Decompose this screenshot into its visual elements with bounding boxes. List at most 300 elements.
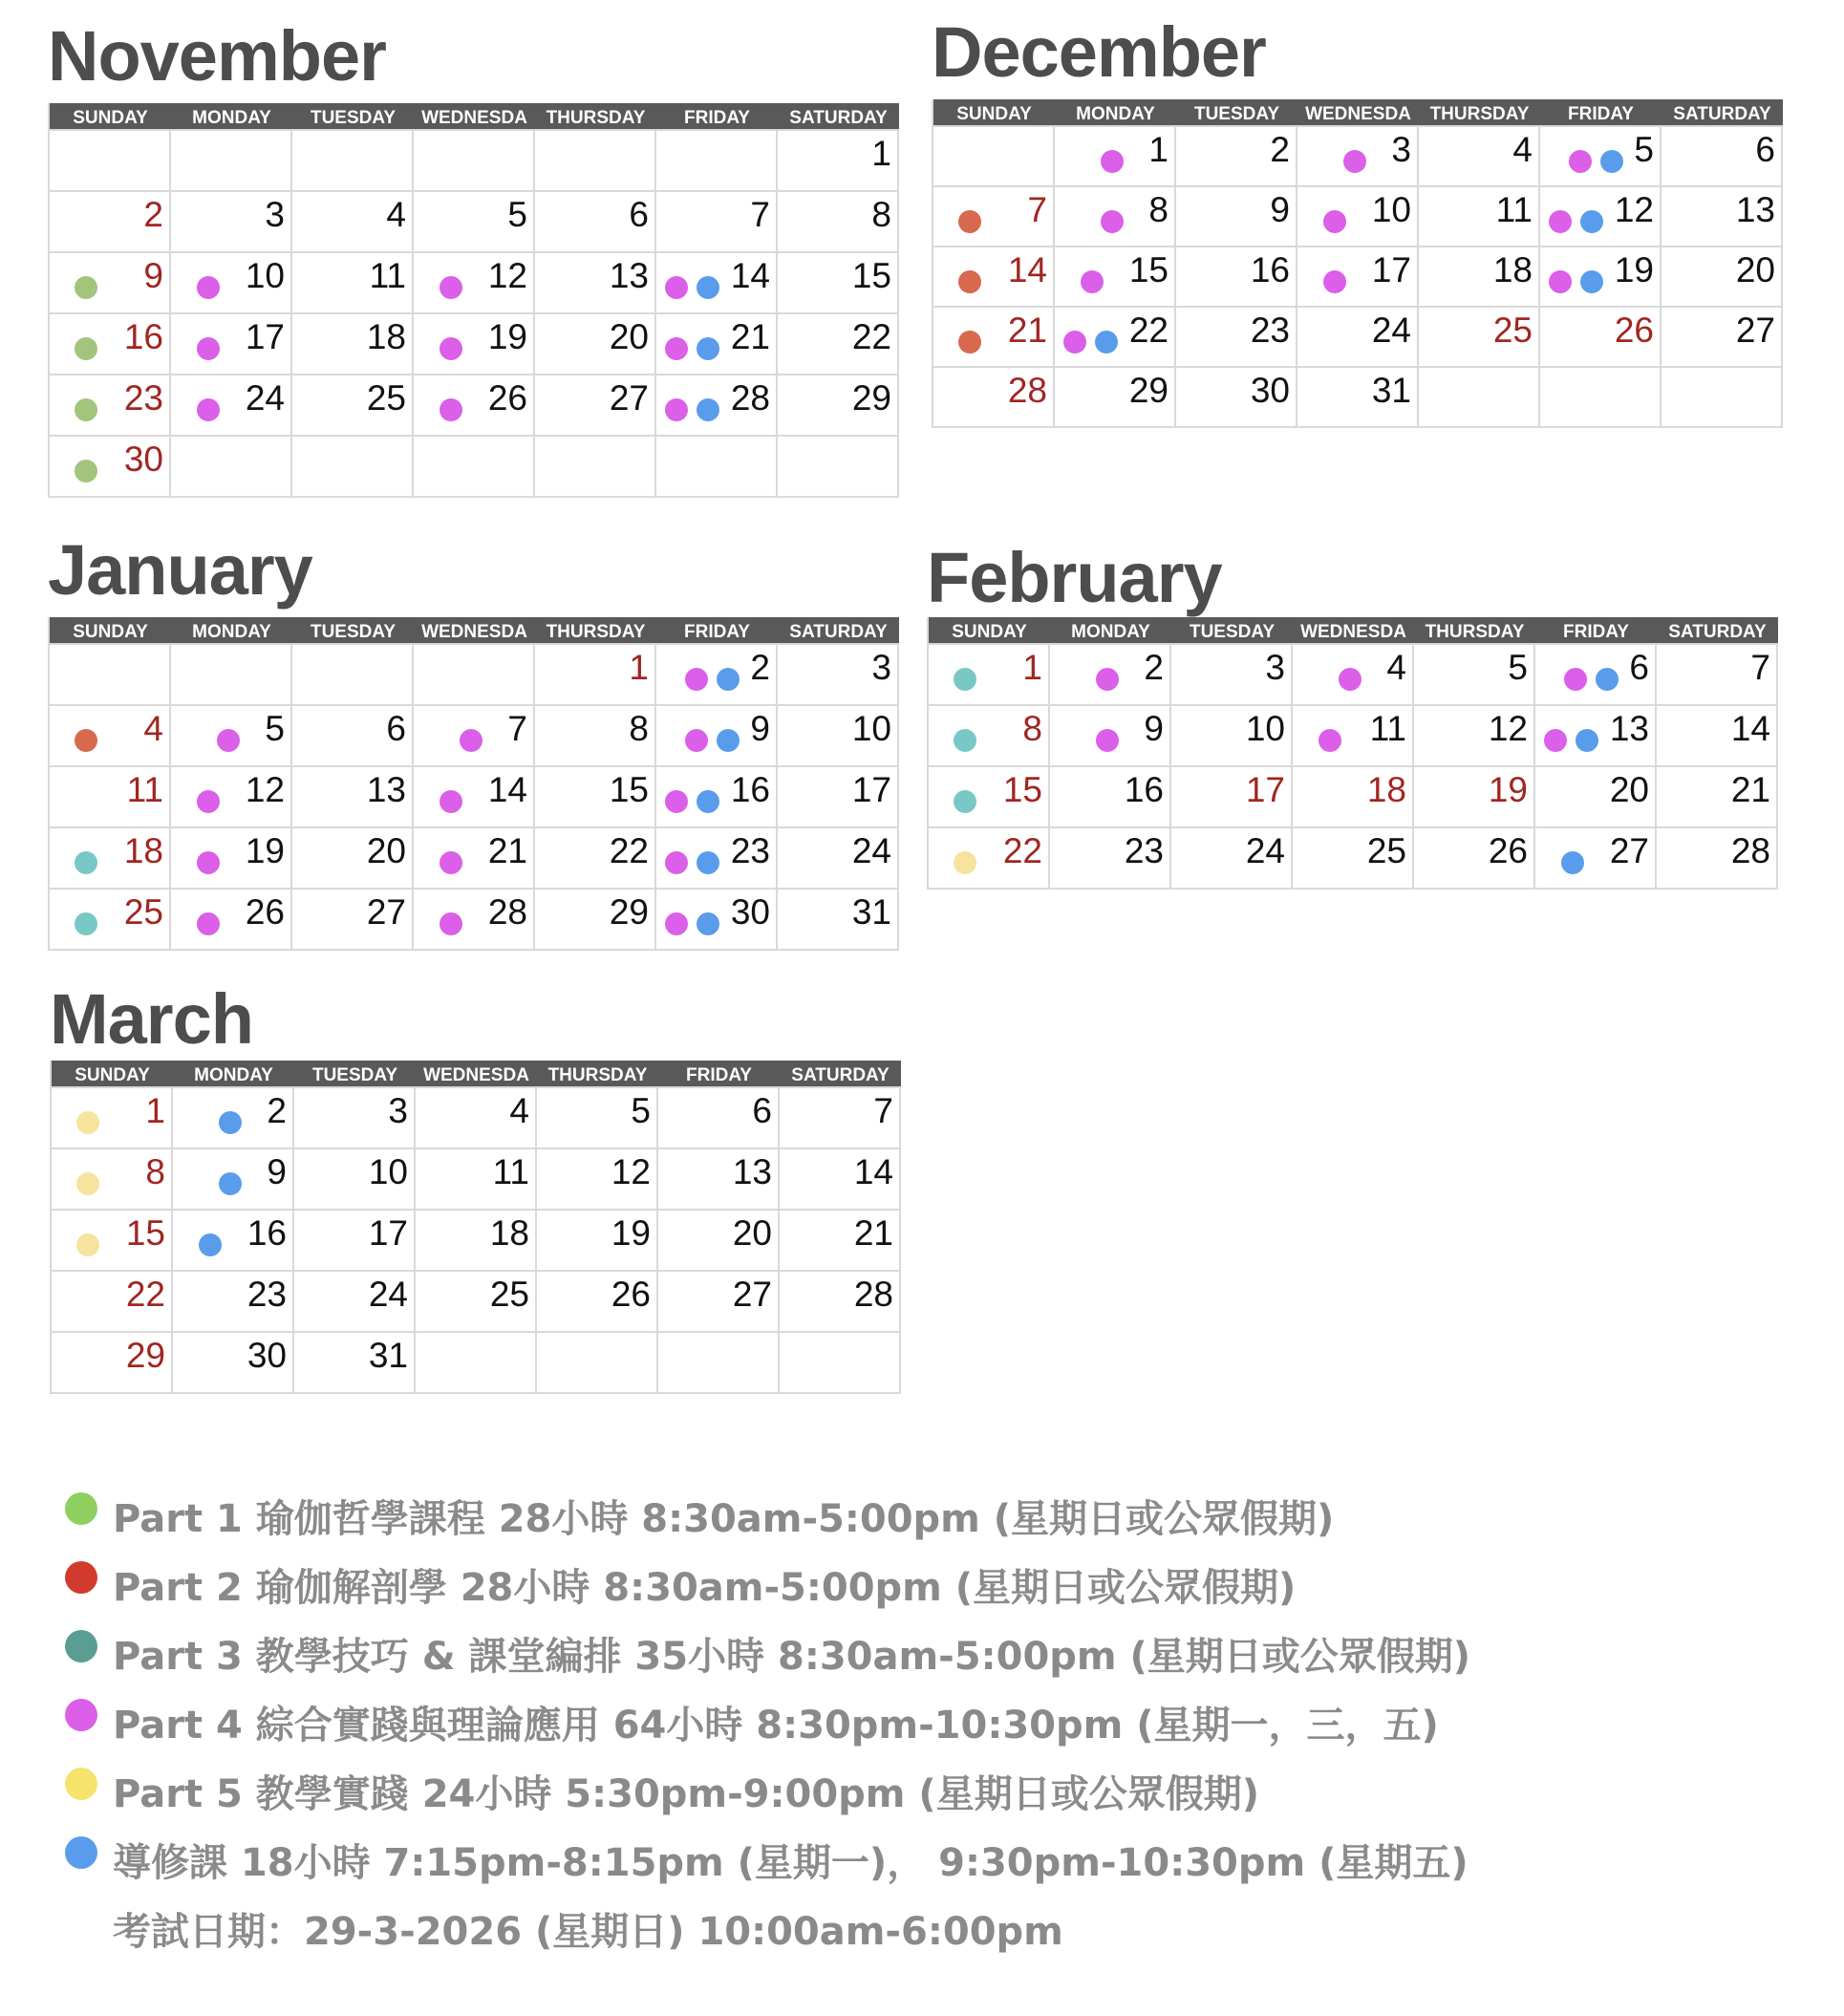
day-number: 22 [1128, 311, 1169, 350]
day-cell [1657, 826, 1778, 888]
day-cell [52, 1086, 173, 1147]
day-number: 6 [752, 1091, 772, 1130]
blue-dot-icon [1596, 668, 1619, 691]
day-cell [656, 826, 778, 888]
day-number: 2 [1144, 648, 1164, 687]
day-cell [1171, 704, 1293, 765]
day-cell [414, 826, 535, 888]
day-number: 24 [851, 831, 891, 870]
day-number: 4 [1512, 130, 1533, 169]
day-cell [537, 1209, 658, 1270]
weekday-label: MONDAY [192, 108, 271, 128]
weekday-label: SATURDAY [1668, 622, 1767, 642]
day-cell [933, 366, 1055, 426]
pink-dot-icon [665, 276, 688, 299]
day-cell [1540, 306, 1662, 366]
day-cell [173, 1147, 294, 1209]
day-cell [1055, 125, 1176, 185]
day-number: 14 [853, 1152, 893, 1191]
day-cell [929, 765, 1050, 826]
day-number: 14 [1730, 709, 1770, 748]
day-cell [52, 1270, 173, 1331]
day-cell [1297, 185, 1419, 246]
blue-dot-icon [717, 668, 740, 691]
weekday-label: WEDNESDA [1300, 622, 1406, 642]
day-cell [50, 826, 171, 888]
pink-dot-icon [665, 912, 688, 935]
day-number: 21 [1730, 770, 1770, 809]
day-number: 2 [750, 648, 770, 687]
day-number: 25 [1492, 311, 1533, 350]
day-number: 4 [143, 709, 163, 748]
day-number: 25 [489, 1275, 529, 1314]
day-cell [416, 1147, 537, 1209]
pink-dot-icon [197, 398, 220, 421]
blue-dot-icon [1561, 851, 1584, 874]
day-cell [1171, 643, 1293, 704]
teal-dot-icon [75, 912, 97, 935]
day-cell [292, 312, 414, 374]
day-cell [52, 1331, 173, 1392]
day-cell [50, 374, 171, 435]
day-number: 7 [1027, 190, 1047, 229]
yellow-dot-icon [76, 1172, 99, 1195]
pink-dot-icon [1323, 270, 1346, 293]
weekday-label: FRIDAY [684, 108, 750, 128]
day-cell [929, 704, 1050, 765]
day-number: 26 [611, 1275, 651, 1314]
day-number: 18 [489, 1213, 529, 1253]
weekday-header [50, 617, 899, 643]
day-cell [1419, 306, 1540, 366]
day-number: 9 [1270, 190, 1290, 229]
pink-dot-icon [665, 851, 688, 874]
weekday-label: FRIDAY [1568, 104, 1634, 124]
day-cell [292, 251, 414, 312]
day-cell [780, 1086, 901, 1147]
blue-dot-icon [1576, 729, 1598, 752]
day-number: 17 [851, 770, 891, 809]
empty-cell [50, 129, 171, 190]
day-cell [1050, 765, 1171, 826]
blue-dot-icon [219, 1172, 242, 1195]
pink-dot-icon [440, 851, 462, 874]
day-cell [658, 1147, 780, 1209]
weekday-label: THURSDAY [547, 1065, 648, 1085]
weekday-header [933, 99, 1783, 125]
day-cell [1540, 185, 1662, 246]
day-number: 4 [509, 1091, 529, 1130]
empty-cell [50, 643, 171, 704]
empty-cell [933, 125, 1055, 185]
empty-cell [416, 1331, 537, 1392]
day-number: 1 [1148, 130, 1169, 169]
pink-dot-icon [197, 912, 220, 935]
day-number: 16 [730, 770, 770, 809]
day-number: 13 [732, 1152, 772, 1191]
weekday-label: WEDNESDA [421, 108, 527, 128]
day-number: 21 [487, 831, 527, 870]
month-title: January [48, 530, 312, 610]
pink-dot-icon [440, 276, 462, 299]
day-number: 8 [1022, 709, 1042, 748]
teal-dot-icon [954, 729, 976, 752]
day-cell [535, 643, 656, 704]
pink-dot-icon [1339, 668, 1362, 691]
day-cell [535, 374, 656, 435]
day-cell [656, 888, 778, 949]
day-cell [414, 251, 535, 312]
day-cell [778, 765, 899, 826]
empty-cell [414, 435, 535, 496]
day-number: 17 [1245, 770, 1285, 809]
blue-dot-icon [697, 276, 719, 299]
day-cell [1657, 643, 1778, 704]
legend-dot-icon [65, 1836, 97, 1869]
pink-dot-icon [1323, 210, 1346, 233]
day-cell [1171, 765, 1293, 826]
day-cell [778, 826, 899, 888]
day-cell [171, 888, 292, 949]
day-number: 15 [1002, 770, 1042, 809]
day-cell [171, 826, 292, 888]
empty-cell [1419, 366, 1540, 426]
day-cell [656, 765, 778, 826]
day-cell [537, 1147, 658, 1209]
day-number: 15 [1128, 250, 1169, 290]
day-cell [416, 1086, 537, 1147]
day-cell [1540, 246, 1662, 306]
day-number: 13 [1609, 709, 1649, 748]
day-cell [1297, 246, 1419, 306]
day-number: 1 [871, 134, 891, 173]
day-number: 9 [267, 1152, 287, 1191]
day-number: 16 [1250, 250, 1290, 290]
day-number: 17 [245, 317, 285, 356]
weekday-label: WEDNESDA [421, 622, 527, 642]
blue-dot-icon [697, 337, 719, 360]
day-cell [656, 704, 778, 765]
empty-cell [778, 435, 899, 496]
empty-cell [656, 435, 778, 496]
day-cell [933, 306, 1055, 366]
day-number: 3 [871, 648, 891, 687]
day-cell [171, 312, 292, 374]
day-cell [778, 643, 899, 704]
pink-dot-icon [1549, 210, 1572, 233]
weekday-label: SUNDAY [73, 108, 148, 128]
day-cell [658, 1086, 780, 1147]
weekday-header [52, 1061, 901, 1086]
day-cell [171, 704, 292, 765]
day-number: 23 [123, 378, 163, 418]
month-title: November [48, 16, 386, 96]
weekday-header [929, 617, 1778, 643]
weekday-label: THURSDAY [546, 622, 646, 642]
legend-text: Part 3 教學技巧 & 課堂編排 35小時 8:30am-5:00pm (星期日或公眾假期) [113, 1635, 1471, 1679]
day-number: 25 [123, 892, 163, 932]
day-cell [535, 190, 656, 251]
day-cell [1176, 306, 1297, 366]
day-number: 31 [851, 892, 891, 932]
teal-dot-icon [954, 790, 976, 813]
day-cell [50, 888, 171, 949]
day-cell [171, 765, 292, 826]
day-cell [933, 185, 1055, 246]
day-cell [414, 374, 535, 435]
day-cell [537, 1270, 658, 1331]
day-number: 30 [1250, 371, 1290, 410]
day-number: 26 [1614, 311, 1654, 350]
day-number: 5 [265, 709, 285, 748]
day-cell [778, 312, 899, 374]
day-number: 16 [1124, 770, 1164, 809]
day-cell [292, 826, 414, 888]
day-cell [294, 1270, 416, 1331]
day-number: 10 [1371, 190, 1411, 229]
day-number: 18 [1366, 770, 1406, 809]
day-number: 6 [386, 709, 406, 748]
day-cell [50, 435, 171, 496]
weekday-label: SATURDAY [789, 108, 888, 128]
day-cell [1535, 643, 1657, 704]
day-cell [535, 888, 656, 949]
day-number: 6 [629, 195, 649, 234]
day-number: 22 [1002, 831, 1042, 870]
month-title: February [927, 538, 1222, 617]
yellow-dot-icon [954, 851, 976, 874]
day-number: 29 [125, 1336, 165, 1375]
day-number: 15 [609, 770, 649, 809]
day-cell [294, 1331, 416, 1392]
day-cell [537, 1086, 658, 1147]
weekday-label: SUNDAY [952, 622, 1027, 642]
yellow-dot-icon [76, 1233, 99, 1256]
legend-dot-icon [65, 1768, 97, 1800]
teal-dot-icon [75, 851, 97, 874]
day-cell [656, 374, 778, 435]
day-number: 17 [368, 1213, 408, 1253]
orange-dot-icon [958, 331, 981, 354]
day-cell [1657, 765, 1778, 826]
empty-cell [414, 643, 535, 704]
day-cell [1414, 826, 1535, 888]
pink-dot-icon [1564, 668, 1587, 691]
day-number: 12 [1614, 190, 1654, 229]
day-number: 21 [853, 1213, 893, 1253]
day-cell [173, 1270, 294, 1331]
day-number: 9 [750, 709, 770, 748]
pink-dot-icon [685, 668, 708, 691]
day-cell [656, 251, 778, 312]
day-number: 20 [1735, 250, 1775, 290]
day-number: 7 [873, 1091, 893, 1130]
pink-dot-icon [1544, 729, 1567, 752]
pink-dot-icon [217, 729, 240, 752]
pink-dot-icon [1096, 668, 1119, 691]
day-cell [933, 246, 1055, 306]
day-number: 11 [126, 770, 163, 809]
day-cell [414, 190, 535, 251]
day-number: 5 [1508, 648, 1528, 687]
day-number: 12 [1488, 709, 1528, 748]
day-cell [1055, 246, 1176, 306]
empty-cell [1662, 366, 1783, 426]
day-number: 10 [368, 1152, 408, 1191]
pink-dot-icon [1081, 270, 1104, 293]
day-number: 26 [1488, 831, 1528, 870]
day-number: 28 [730, 378, 770, 418]
day-cell [535, 251, 656, 312]
day-number: 28 [1730, 831, 1770, 870]
calendar-grid [932, 99, 1783, 428]
day-number: 14 [1007, 250, 1047, 290]
pink-dot-icon [1343, 150, 1366, 173]
pink-dot-icon [665, 398, 688, 421]
day-number: 31 [368, 1336, 408, 1375]
day-cell [1419, 246, 1540, 306]
teal-dot-icon [954, 668, 976, 691]
day-cell [173, 1331, 294, 1392]
blue-dot-icon [697, 851, 719, 874]
weekday-label: TUESDAY [1189, 622, 1276, 642]
day-number: 25 [1366, 831, 1406, 870]
day-number: 14 [730, 256, 770, 295]
day-cell [778, 374, 899, 435]
day-number: 29 [609, 892, 649, 932]
pink-dot-icon [1101, 210, 1124, 233]
blue-dot-icon [199, 1233, 222, 1256]
day-cell [778, 888, 899, 949]
day-cell [50, 704, 171, 765]
empty-cell [171, 435, 292, 496]
day-cell [1662, 185, 1783, 246]
empty-cell [292, 129, 414, 190]
day-cell [1055, 366, 1176, 426]
day-cell [1293, 765, 1414, 826]
month-title: March [50, 979, 253, 1059]
pink-dot-icon [665, 790, 688, 813]
day-cell [1297, 306, 1419, 366]
day-cell [416, 1209, 537, 1270]
day-number: 13 [366, 770, 406, 809]
weekday-label: MONDAY [192, 622, 271, 642]
day-cell [414, 888, 535, 949]
day-cell [50, 312, 171, 374]
day-cell [535, 704, 656, 765]
legend-dot-icon [65, 1492, 97, 1525]
blue-dot-icon [697, 398, 719, 421]
day-cell [1293, 826, 1414, 888]
day-cell [1662, 246, 1783, 306]
empty-cell [171, 129, 292, 190]
weekday-label: FRIDAY [1563, 622, 1629, 642]
day-number: 2 [1270, 130, 1290, 169]
day-cell [50, 251, 171, 312]
day-number: 6 [1755, 130, 1775, 169]
day-number: 12 [487, 256, 527, 295]
day-cell [778, 704, 899, 765]
day-number: 1 [145, 1091, 165, 1130]
day-cell [1414, 643, 1535, 704]
weekday-label: THURSDAY [1425, 622, 1525, 642]
day-cell [1297, 125, 1419, 185]
legend-dot-icon [65, 1630, 97, 1662]
day-cell [1176, 125, 1297, 185]
day-number: 7 [507, 709, 527, 748]
day-cell [173, 1209, 294, 1270]
weekday-label: SUNDAY [75, 1065, 150, 1085]
weekday-label: FRIDAY [684, 622, 750, 642]
day-cell [1293, 643, 1414, 704]
day-number: 24 [1371, 311, 1411, 350]
day-number: 3 [265, 195, 285, 234]
day-number: 18 [1492, 250, 1533, 290]
day-number: 23 [1124, 831, 1164, 870]
day-cell [292, 190, 414, 251]
day-number: 2 [143, 195, 163, 234]
day-cell [292, 888, 414, 949]
day-number: 17 [1371, 250, 1411, 290]
day-number: 29 [1128, 371, 1169, 410]
pink-dot-icon [1101, 150, 1124, 173]
day-cell [656, 312, 778, 374]
day-cell [1176, 185, 1297, 246]
day-number: 23 [247, 1275, 287, 1314]
day-number: 20 [609, 317, 649, 356]
day-number: 28 [853, 1275, 893, 1314]
day-cell [778, 251, 899, 312]
day-number: 3 [1391, 130, 1411, 169]
day-number: 20 [732, 1213, 772, 1253]
day-cell [1662, 125, 1783, 185]
weekday-label: SATURDAY [1673, 104, 1771, 124]
day-number: 6 [1629, 648, 1649, 687]
blue-dot-icon [1095, 331, 1118, 354]
weekday-label: TUESDAY [310, 108, 397, 128]
orange-dot-icon [958, 270, 981, 293]
day-cell [416, 1270, 537, 1331]
calendar-grid [48, 103, 899, 498]
weekday-label: WEDNESDA [1305, 104, 1411, 124]
pink-dot-icon [197, 851, 220, 874]
day-cell [1293, 704, 1414, 765]
day-number: 9 [143, 256, 163, 295]
day-cell [1419, 125, 1540, 185]
day-number: 28 [1007, 371, 1047, 410]
weekday-label: THURSDAY [546, 108, 646, 128]
empty-cell [1540, 366, 1662, 426]
empty-cell [535, 435, 656, 496]
day-number: 8 [871, 195, 891, 234]
day-cell [780, 1147, 901, 1209]
legend-text: Part 2 瑜伽解剖學 28小時 8:30am-5:00pm (星期日或公眾假期) [113, 1566, 1297, 1610]
day-cell [1414, 704, 1535, 765]
day-number: 18 [366, 317, 406, 356]
day-cell [1662, 306, 1783, 366]
day-cell [658, 1270, 780, 1331]
day-number: 30 [247, 1336, 287, 1375]
day-cell [52, 1209, 173, 1270]
day-number: 19 [611, 1213, 651, 1253]
day-number: 26 [245, 892, 285, 932]
blue-dot-icon [717, 729, 740, 752]
day-cell [292, 765, 414, 826]
day-number: 24 [1245, 831, 1285, 870]
day-number: 2 [267, 1091, 287, 1130]
day-cell [171, 251, 292, 312]
day-number: 28 [487, 892, 527, 932]
